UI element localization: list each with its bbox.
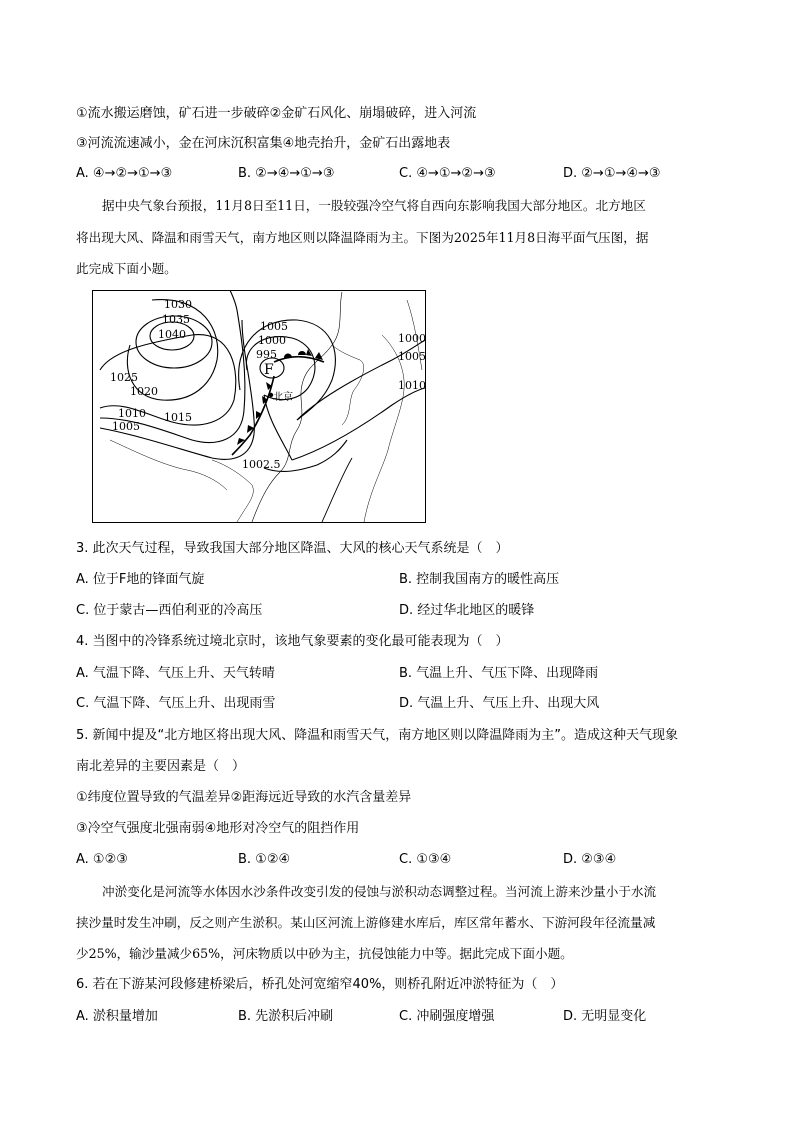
isobar-label: 1040 xyxy=(158,328,186,341)
isobar-label: 1005 xyxy=(260,320,288,333)
q6-option-a: A. 淤积量增加 xyxy=(76,1009,158,1024)
q4-option-b: B. 气温上升、气压下降、出现降雨 xyxy=(399,666,599,681)
isobar-label: 1000 xyxy=(398,332,426,345)
q3-option-b: B. 控制我国南方的暖性高压 xyxy=(399,572,560,587)
q6-option-c: C. 冲刷强度增强 xyxy=(399,1009,495,1024)
isobar-label: 1005 xyxy=(398,350,426,363)
isobar-label: 1035 xyxy=(162,313,190,326)
q5-option-a: A. ①②③ xyxy=(76,852,128,867)
q4-option-d: D. 气温上升、气压上升、出现大风 xyxy=(399,696,600,711)
isobar-label: 1000 xyxy=(258,334,286,347)
prev-option-a: A. ④→②→①→③ xyxy=(76,166,173,181)
passage2-line-2: 挟沙量时发生冲刷，反之则产生淤积。某山区河流上游修建水库后，库区常年蓄水、下游河段年径流量减 xyxy=(76,915,656,930)
q5-option-d: D. ②③④ xyxy=(563,852,617,867)
isobar-label: 1002.5 xyxy=(242,458,281,471)
passage1-line-3: 此完成下面小题。 xyxy=(76,261,177,276)
sea-level-pressure-map xyxy=(92,290,426,523)
q3-stem: 3. 此次天气过程，导致我国大部分地区降温、大风的核心天气系统是（ ） xyxy=(76,541,509,556)
prev-option-d: D. ②→①→④→③ xyxy=(563,166,661,181)
q6-option-d: D. 无明显变化 xyxy=(563,1009,647,1024)
q5-stem-line-2: 南北差异的主要因素是（ ） xyxy=(76,759,246,774)
isobar-label: 1010 xyxy=(118,407,146,420)
q4-stem: 4. 当图中的冷锋系统过境北京时，该地气象要素的变化最可能表现为（ ） xyxy=(76,634,509,649)
isobar-label: 1030 xyxy=(164,298,192,311)
passage2-line-1: 冲淤变化是河流等水体因水沙条件改变引发的侵蚀与淤积动态调整过程。当河流上游来沙量小于水流 xyxy=(102,884,657,899)
q4-option-c: C. 气温下降、气压上升、出现雨雪 xyxy=(76,696,276,711)
q3-option-d: D. 经过华北地区的暖锋 xyxy=(399,603,535,618)
q5-statement-2: ③冷空气强度北强南弱④地形对冷空气的阻挡作用 xyxy=(76,821,360,836)
statement-line-2: ③河流流速减小，金在河床沉积富集④地壳抬升，金矿石出露地表 xyxy=(76,136,451,151)
q3-option-a: A. 位于F地的锋面气旋 xyxy=(76,572,205,587)
q4-option-a: A. 气温下降、气压上升、天气转晴 xyxy=(76,666,275,681)
isobar-label: 1025 xyxy=(110,371,138,384)
prev-option-c: C. ④→①→②→③ xyxy=(399,166,496,181)
isobar-label: 1010 xyxy=(398,379,426,392)
low-center-label: F xyxy=(264,362,274,378)
q5-stem-line-1: 5. 新闻中提及“北方地区将出现大风、降温和雨雪天气，南方地区则以降温降雨为主”。造成这种天气现象 xyxy=(76,728,679,743)
passage1-line-1: 据中央气象台预报，11月8日至11日，一股较强冷空气将自西向东影响我国大部分地区。北方地区 xyxy=(102,198,646,213)
q3-option-c: C. 位于蒙古—西伯利亚的冷高压 xyxy=(76,603,263,618)
q5-statement-1: ①纬度位置导致的气温差异②距海远近导致的水汽含量差异 xyxy=(76,790,412,805)
passage2-line-3: 少25%，输沙量减少65%，河床物质以中砂为主，抗侵蚀能力中等。据此完成下面小题。 xyxy=(76,946,573,961)
q6-stem: 6. 若在下游某河段修建桥梁后，桥孔处河宽缩窄40%，则桥孔附近冲淤特征为（ ） xyxy=(76,977,564,992)
prev-option-b: B. ②→④→①→③ xyxy=(238,166,335,181)
q6-option-b: B. 先淤积后冲刷 xyxy=(238,1009,334,1024)
isobar-label: 1015 xyxy=(164,411,192,424)
isobar-label: 1020 xyxy=(130,385,158,398)
isobar-label: 995 xyxy=(256,348,277,361)
passage1-line-2: 将出现大风、降温和雨雪天气，南方地区则以降温降雨为主。下图为2025年11月8日海平面气压图，据 xyxy=(76,230,649,245)
beijing-label: 北京 xyxy=(273,392,293,403)
statement-line-1: ①流水搬运磨蚀，矿石进一步破碎②金矿石风化、崩塌破碎，进入河流 xyxy=(76,106,477,121)
q5-option-b: B. ①②④ xyxy=(238,852,291,867)
q5-option-c: C. ①③④ xyxy=(399,852,452,867)
isobar-label: 1005 xyxy=(112,420,140,433)
